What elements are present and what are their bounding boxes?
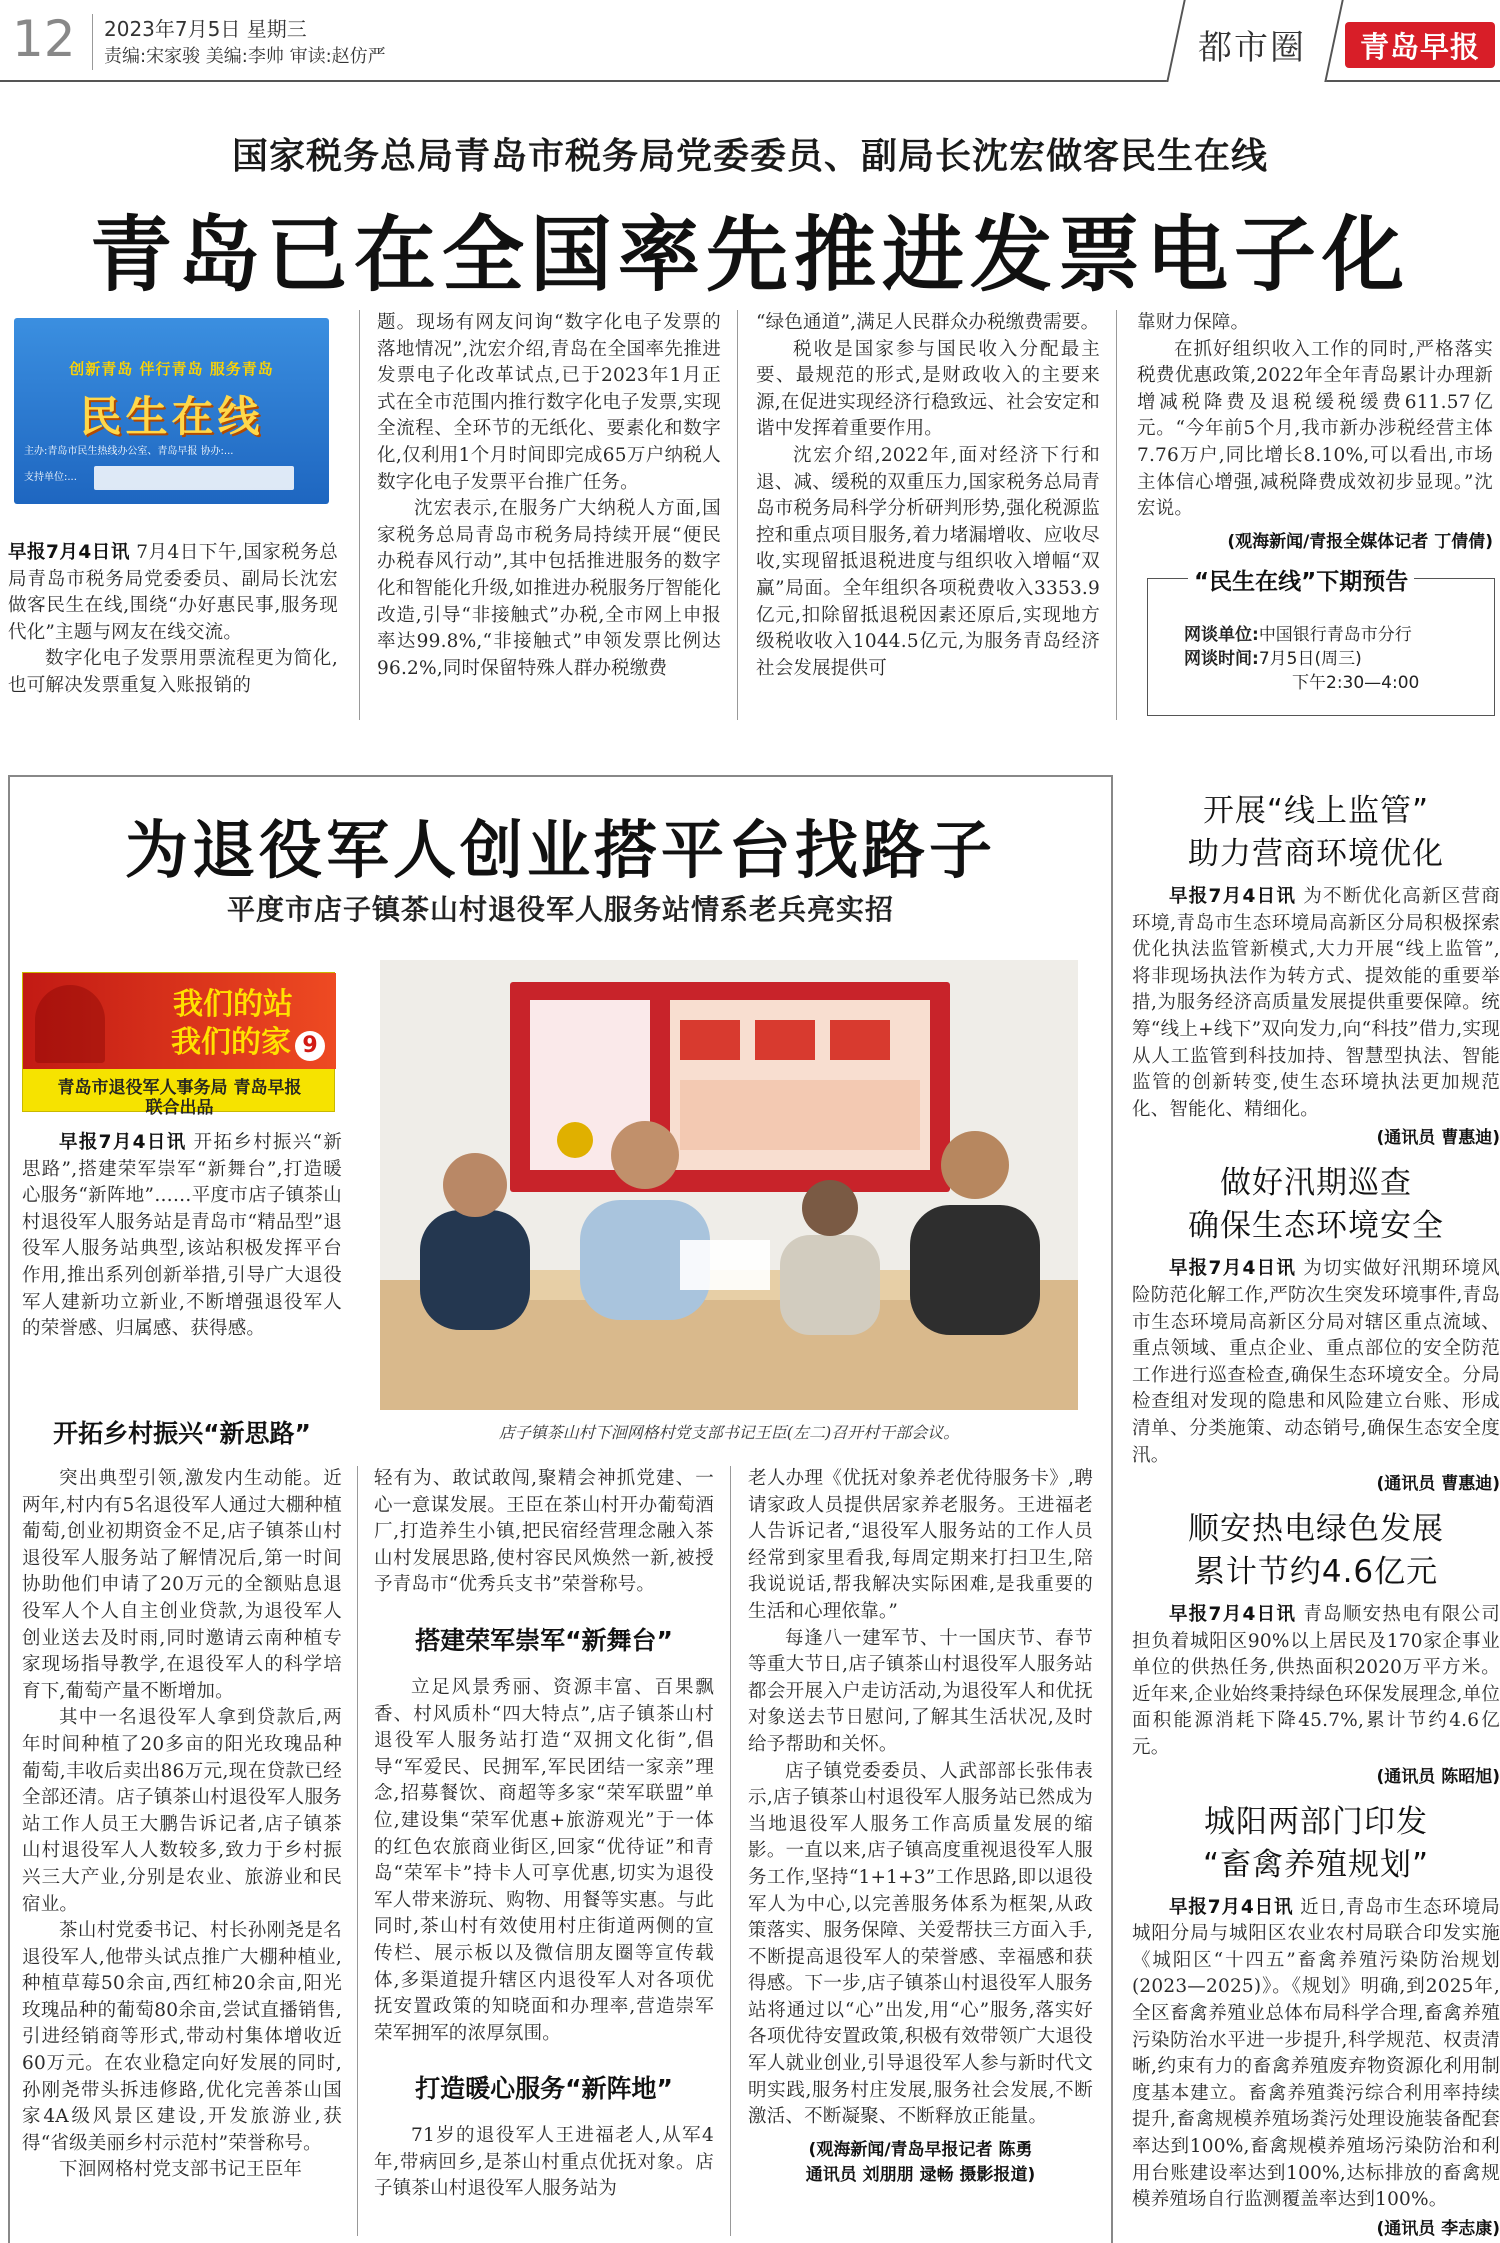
sidebar-news: [1132, 790, 1500, 2239]
main-col-a: 突出典型引领,激发内生动能。近两年,村内有5名退役军人通过大棚种植葡萄,创业初期资金不足,店子镇茶山村退役军人服务站了解情况后,第一时间协助他们申请了20万元的全额贴息退役军人个人自主创业贷款,为退役军人创业送去及时雨,同时邀请云南种植专家现场指导教学,在退役军人的科学培育下,葡萄产量不断增加。 其中一名退役军人拿到贷款后,两年时间种植了20多亩的阳光玫瑰品种葡萄,丰收后卖出86万元,现在贷款已经全部还清。店子镇茶山村退役军人服务站工作人员王大鹏告诉记者,店子镇茶山村退役军人人数较多,致力于乡村振兴三大产业,分别是农业、旅游业和民宿业。 茶山村党委书记、村长孙刚尧是名退役军人,他带头试点推广大棚种植业,种植草莓50余亩,西红柿20余亩,阳光玫瑰品种的葡萄80余亩,尝试直播销售,引进经销商等形式,带动村集体增收近60万元。在农业稳定向好发展的同时,孙刚尧带头拆违修路,优化完善茶山国家4A级风景区建设,开发旅游业,获得“省级美丽乡村示范村”荣誉称号。 下洄网格村党支部书记王臣年: [22, 1468, 342, 2181]
series-badge-line2: 我们的家: [171, 1025, 291, 1060]
date-line: 2023年7月5日 星期三: [104, 17, 307, 41]
main-story-credit-1: (观海新闻/青岛早报记者 陈勇: [808, 2139, 1033, 2160]
page-header: [0, 0, 1500, 90]
top-col-4: 靠财力保障。 在抓好组织收入工作的同时,严格落实税费优惠政策,2022年全年青岛累计办理新增减税降费及退税缓税缓费611.57亿元。“今年前5个月,我市新办涉税经营主体7.76万户,同比增长8.10%,可以看出,市场主体信心增强,减税降费成效初步显现。”沈宏说。 (观海新闻/青报全媒体记者 丁倩倩): [1137, 312, 1493, 552]
subhead-new-thinking: 开拓乡村振兴“新思路”: [53, 1419, 311, 1448]
series-badge: [22, 972, 335, 1118]
banner-title: 民生在线: [79, 392, 264, 441]
main-story-headline: 为退役军人创业搭平台找路子: [125, 814, 996, 887]
side-item-online-supervision: 开展“线上监管” 助力营商环境优化 早报7月4日讯 为不断优化高新区营商环境,青岛市生态环境局高新区分局积极探索优化执法监管新模式,大力开展“线上监管”,将非现场执法作为转方式、提效能的重要举措,为服务经济高质量发展提供重要保障。统筹“线上+线下”双向发力,向“科技”借力,实现从人工监管到科技加持、智慧型执法、智能监管的创新转变,使生态环境执法更加规范化、智能化、精细化。 (通讯员 曹惠迪): [1132, 793, 1500, 1149]
page-number: 12: [12, 10, 76, 68]
meeting-photo-illustration: [380, 960, 1078, 1410]
subhead-new-front: 打造暖心服务“新阵地”: [415, 2074, 673, 2104]
series-badge-line1: 我们的站: [173, 987, 293, 1022]
subhead-new-stage: 搭建荣军崇军“新舞台”: [415, 1625, 673, 1655]
top-story-kicker: 国家税务总局青岛市税务局党委委员、副局长沈宏做客民生在线: [231, 136, 1268, 177]
main-intro: 早报7月4日讯 开拓乡村振兴“新思路”,搭建荣军崇军“新舞台”,打造暖心服务“新阵地”……平度市店子镇茶山村退役军人服务站是青岛市“精品型”退役军人服务站典型,该站积极发挥平台作用,推出系列创新举措,引导广大退役军人建新功立新业,不断增强退役军人的荣誉感、归属感、获得感。: [22, 1132, 343, 1340]
series-org2: 联合出品: [145, 1098, 214, 1118]
main-story-credit-2: 通讯员 刘朋朋 逯畅 摄影报道): [805, 2164, 1036, 2185]
minsheng-online-banner: [14, 318, 329, 504]
side-item-flood-patrol: 做好汛期巡查 确保生态环境安全 早报7月4日讯 为切实做好汛期环境风险防范化解工作,严防次生突发环境事件,青岛市生态环境局高新区分局对辖区重点流域、重点领域、重点企业、重点部位的安全防范工作进行巡查检查,确保生态环境安全。分局检查组对发现的隐患和风险建立台账、形成清单、分类施策、动态销号,确保生态安全度汛。 (通讯员 曹惠迪): [1132, 1165, 1500, 1495]
main-col-c: 老人办理《优抚对象养老优待服务卡》,聘请家政人员提供居家养老服务。王进福老人告诉记者,“退役军人服务站的工作人员经常到家里看我,每周定期来打扫卫生,陪我说说话,帮我解决实际困难,是我重要的生活和心理依靠。” 每逢八一建军节、十一国庆节、春节等重大节日,店子镇茶山村退役军人服务站都会开展入户走访活动,为退役军人和优抚对象送去节日慰问,了解其生活状况,及时给予帮助和关怀。 店子镇党委委员、人武部部长张伟表示,店子镇茶山村退役军人服务站已然成为当地退役军人服务工作高质量发展的缩影。一直以来,店子镇高度重视退役军人服务工作,坚持“1+1+3”工作思路,即以退役军人为中心,以完善服务体系为框架,从政策落实、服务保障、关爱帮扶三方面入手,不断提高退役军人的荣誉感、幸福感和获得感。下一步,店子镇茶山村退役军人服务站将通过以“心”出发,用“心”服务,落实好各项优待安置政策,积极有效带领广大退役军人就业创业,引导退役军人参与新时代文明实践,服务村庄发展,服务社会发展,不断激活、不断凝聚、不断释放正能量。 (观海新闻/青岛早报记者 陈勇 通讯员 刘朋朋 逯畅 摄影报道): [748, 1468, 1093, 2185]
banner-slogans: 创新青岛 伴行青岛 服务青岛: [69, 360, 274, 378]
side-item-shunan-thermal: 顺安热电绿色发展 累计节约4.6亿元 早报7月4日讯 青岛顺安热电有限公司担负着城阳区90%以上居民及170家企事业单位的供热任务,供热面积2020万平方米。近年来,企业始终秉持绿色环保发展理念,单位面积能源消耗下降45.7%,累计节约4.6亿元。 (通讯员 陈昭旭): [1132, 1511, 1500, 1787]
main-story-subhead: 平度市店子镇茶山村退役军人服务站情系老兵亮实招: [226, 893, 894, 926]
top-col-2: 题。现场有网友问询“数字化电子发票的落地情况”,沈宏介绍,青岛在全国率先推进发票电子化改革试点,已于2023年1月正式在全市范围内推行数字化电子发票,实现全流程、全环节的无纸化、要素化和数字化,仅利用1个月时间即完成65万户纳税人数字化电子发票平台推广任务。 沈宏表示,在服务广大纳税人方面,国家税务总局青岛市税务局持续开展“便民办税春风行动”,其中包括推进服务的数字化和智能化升级,如推进办税服务厅智能化改造,引导“非接触式”办税,全市网上申报率达99.8%,“非接触式”申领发票比例达96.2%,同时保留特殊人群办税缴费: [377, 312, 721, 679]
top-story-credit: (观海新闻/青报全媒体记者 丁倩倩): [1227, 531, 1493, 552]
meeting-photo: [380, 960, 1078, 1410]
top-story-headline: 青岛已在全国率先推进发票电子化: [89, 208, 1410, 303]
preview-title: “民生在线”下期预告: [1188, 563, 1414, 596]
preview-unit: 中国银行青岛市分行: [1258, 625, 1412, 645]
series-number-badge: 9: [295, 1031, 325, 1061]
preview-time: 7月5日(周三): [1258, 649, 1362, 669]
section-name: 都市圈: [1198, 28, 1306, 68]
editors-line: 责编:宋家骏 美编:李帅 审读:赵仿严: [104, 46, 386, 67]
banner-info-1: 主办:青岛市民生热线办公室、青岛早报 协办:...: [24, 446, 234, 457]
main-col-b: 轻有为、敢试敢闯,聚精会神抓党建、一心一意谋发展。王臣在茶山村开办葡萄酒厂,打造养生小镇,把民宿经营理念融入茶山村发展思路,使村容民风焕然一新,被授予青岛市“优秀兵支书”荣誉称号。 搭建荣军崇军“新舞台” 立足风景秀丽、资源丰富、百果飘香、村风质朴“四大特点”,店子镇茶山村退役军人服务站打造“双拥文化街”,倡导“军爱民、民拥军,军民团结一家亲”理念,招募餐饮、商超等多家“荣军联盟”单位,建设集“荣军优惠+旅游观光”于一体的红色农旅商业街区,回家“优待证”和青岛“荣军卡”持卡人可享优惠,切实为退役军人带来游玩、购物、用餐等实惠。与此同时,茶山村有效使用村庄街道两侧的宣传栏、展示板以及微信朋友圈等宣传载体,多渠道提升辖区内退役军人对各项优抚安置政策的知晓面和办理率,营造崇军荣军拥军的浓厚氛围。 打造暖心服务“新阵地” 71岁的退役军人王进福老人,从军4年,带病回乡,是茶山村重点优抚对象。店子镇茶山村退役军人服务站为: [374, 1468, 714, 2200]
side-item-livestock-plan: 城阳两部门印发 “畜禽养殖规划” 早报7月4日讯 近日,青岛市生态环境局城阳分局与城阳区农业农村局联合印发实施《城阳区“十四五”畜禽养殖污染防治规划(2023—2025)》。《规划》明确,到2025年,全区畜禽养殖业总体布局科学合理,畜禽养殖污染防治水平进一步提升,科学规范、权责清晰,约束有力的畜禽养殖废弃物资源化利用制度基本建立。畜禽养殖粪污综合利用率持续提升,畜禽规模养殖场粪污处理设施装备配套率达到100%,畜禽规模养殖场污染防治和利用台账建设率达到100%,达标排放的畜禽规模养殖场自行监测覆盖率达到100%。 (通讯员 李志康): [1132, 1803, 1500, 2239]
series-org: 青岛市退役军人事务局 青岛早报: [57, 1078, 302, 1098]
newspaper-logo: 青岛早报: [1345, 22, 1495, 68]
photo-caption: 店子镇茶山村下洄网格村党支部书记王臣(左二)召开村干部会议。: [498, 1423, 960, 1442]
top-col-3: “绿色通道”,满足人民群众办税缴费需要。 税收是国家参与国民收入分配最主要、最规范的形式,是财政收入的主要来源,在促进实现经济行稳致远、社会安定和谐中发挥着重要作用。 沈宏介绍,2022年,面对经济下行和退、减、缓税的双重压力,国家税务总局青岛市税务局科学分析研判形势,强化税源监控和重点项目服务,着力堵漏增收、应收尽收,实现留抵退税进度与组织收入增幅“双赢”局面。全年组织各项税费收入3353.9亿元,扣除留抵退税因素还原后,实现地方级税收收入1044.5亿元,为服务青岛经济社会发展提供可: [756, 312, 1100, 679]
dateline-lead: 早报7月4日讯: [8, 542, 130, 563]
next-preview-box: “民生在线”下期预告 网谈单位:中国银行青岛市分行 网谈时间:7月5日(周三) 下午2:30—4:00: [1147, 578, 1495, 716]
top-col-1: 早报7月4日讯 7月4日下午,国家税务总局青岛市税务局党委委员、副局长沈宏做客民生在线,围绕“办好惠民事,服务现代化”主题与网友在线交流。 数字化电子发票用票流程更为简化,也可解决发票重复入账报销的: [8, 542, 338, 696]
banner-info-2: 支持单位:...: [24, 472, 77, 483]
